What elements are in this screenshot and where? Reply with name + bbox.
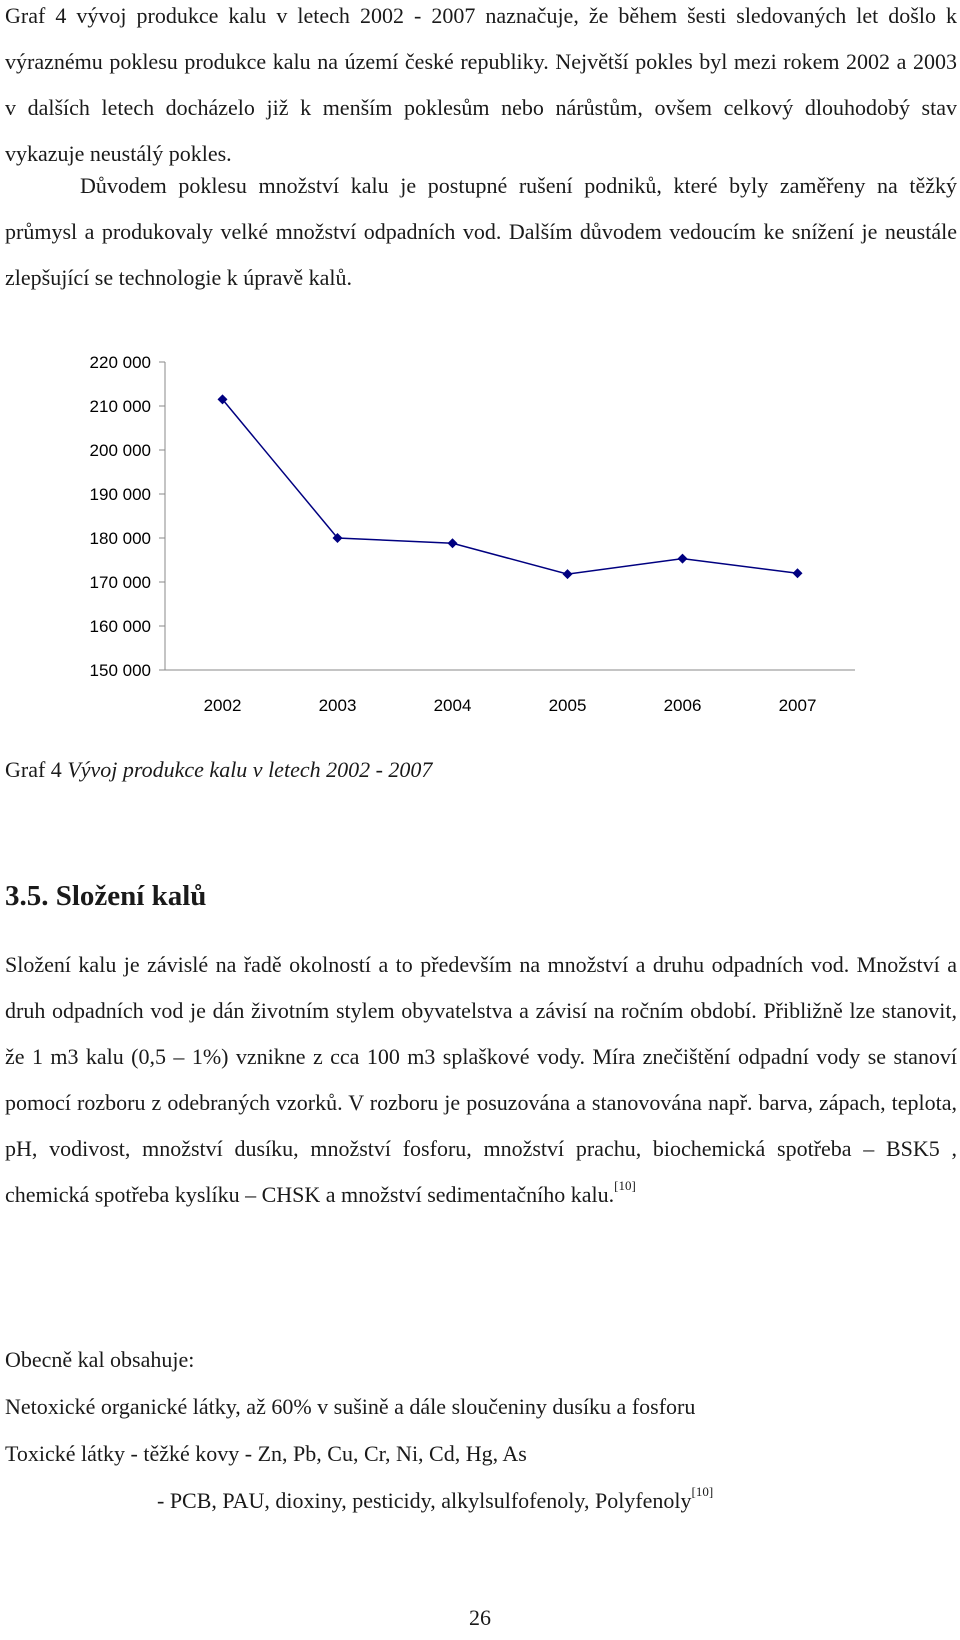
y-tick-label: 220 000 <box>89 353 151 372</box>
x-tick-label: 2002 <box>203 696 242 715</box>
x-tick-label: 2007 <box>778 696 817 715</box>
x-tick-label: 2005 <box>548 696 587 715</box>
composition-text: Složení kalu je závislé na řadě okolností a to především na množství a druhu odpadních vod. Množství a druh odpadních vod je dán životním stylem obyvatelstva a závisí na ročním období. Přibližně lze stanovit, že 1 m3 kalu (0,5 – 1%) vznikne z cca 100 m3 splaškové vody. Míra znečištění odpadní vody se stanoví pomocí rozboru z odebraných vzorků. V rozboru je posuzována a stanovována např. barva, zápach, teplota, pH, vodivost, množství dusíku, množství fosforu, množství prachu, biochemická spotřeba – BSK5 , chemická spotřeba kyslíku – CHSK a množství sedimentačního kalu. <box>5 952 957 1207</box>
general-label: Obecně kal obsahuje: <box>5 1347 195 1372</box>
caption-prefix: Graf 4 <box>5 757 68 782</box>
y-tick-label: 180 000 <box>89 529 151 548</box>
x-tick-label: 2004 <box>433 696 472 715</box>
y-tick-label: 160 000 <box>89 617 151 636</box>
series-line <box>223 399 798 574</box>
nontoxic-line: Netoxické organické látky, až 60% v sušině a dále sloučeniny dusíku a fosforu <box>5 1394 696 1419</box>
reason-text: Důvodem poklesu množství kalu je postupné rušení podniků, které byly zaměřeny na těžký průmysl a produkovaly velké množství odpadních vod. Dalším důvodem vedoucím ke snížení je neustále zlepšující se technologie k úpravě kalů. <box>5 173 957 290</box>
y-tick-label: 190 000 <box>89 485 151 504</box>
x-tick-label: 2006 <box>663 696 702 715</box>
production-chart <box>0 332 960 732</box>
y-tick-label: 170 000 <box>89 573 151 592</box>
y-tick-label: 210 000 <box>89 397 151 416</box>
page-number: 26 <box>469 1605 491 1630</box>
data-point <box>678 554 688 564</box>
chart-caption <box>5 757 432 783</box>
data-point <box>563 569 573 579</box>
section-heading: 3.5. Složení kalů <box>5 880 207 912</box>
intro-paragraph: Graf 4 vývoj produkce kalu v letech 2002 - 2007 naznačuje, že během šesti sledovaných let došlo k výraznému poklesu produkce kalu na území české republiky. Největší pokles byl mezi rokem 2002 a 2003 v dalších letech docházelo již k menším poklesům nebo nárůstům, ovšem celkový dlouhodobý stav vykazuje neustálý pokles. <box>5 3 957 166</box>
x-tick-label: 2003 <box>318 696 357 715</box>
toxic-line-2-text: - PCB, PAU, dioxiny, pesticidy, alkylsulfofenoly, Polyfenoly <box>157 1488 692 1513</box>
y-tick-label: 200 000 <box>89 441 151 460</box>
caption-text: Vývoj produkce kalu v letech 2002 - 2007 <box>67 757 433 782</box>
data-point <box>793 568 803 578</box>
toxic-line-2 <box>157 1484 714 1514</box>
y-tick-label: 150 000 <box>89 661 151 680</box>
reference-marker: [10] <box>614 1178 636 1193</box>
chart-svg <box>0 332 960 732</box>
reference-marker: [10] <box>691 1484 714 1499</box>
composition-paragraph <box>5 942 957 1221</box>
reason-paragraph <box>5 163 957 301</box>
toxic-line: Toxické látky - těžké kovy - Zn, Pb, Cu, Cr, Ni, Cd, Hg, As <box>5 1441 527 1466</box>
data-point <box>448 538 458 548</box>
